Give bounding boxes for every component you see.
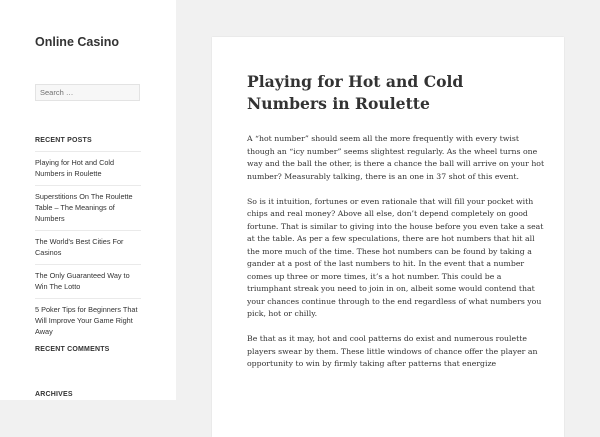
post-paragraph: So is it intuition, fortunes or even rationale that will fill your pocket with chips and real money? Above all else, don’t depend completely on good fortune. That is similar to giving into the house before you even take a seat at the table. As per a few speculations, there are hot numbers that hit all the more much of the time. These hot numbers can be found by taking a gander at a post of the last numbers to hit. In the event that a number comes up three or more times, it’s a hot number. This could be a triumphant streak you need to join in on, albeit some would contend that your chances continue through to the end regardless of what numbers you pick, hot or chilly. <box>247 196 544 318</box>
recent-post-item <box>35 264 141 298</box>
search-input[interactable] <box>35 84 140 101</box>
recent-post-link[interactable]: The World's Best Cities For Casinos <box>35 237 124 257</box>
recent-post-item <box>35 185 141 230</box>
recent-post-item <box>35 298 141 343</box>
post-title[interactable]: Playing for Hot and Cold Numbers in Roulette <box>247 72 464 113</box>
archives-heading: ARCHIVES <box>35 391 73 398</box>
sidebar <box>0 0 176 400</box>
recent-posts-list <box>35 151 141 343</box>
recent-posts-heading: RECENT POSTS <box>35 137 92 144</box>
site-title[interactable]: Online Casino <box>35 35 120 49</box>
recent-post-link[interactable]: The Only Guaranteed Way to Win The Lotto <box>35 271 130 291</box>
recent-post-item <box>35 151 141 185</box>
recent-post-item <box>35 230 141 264</box>
post-paragraph: Be that as it may, hot and cool patterns do exist and numerous roulette players swear by them. These little windows of chance offer the player an opportunity to win by firmly taking after patterns that energize <box>247 334 538 368</box>
post-paragraph: A “hot number” should seem all the more frequently with every twist though an “icy number” seems slightest regularly. As the wheel turns one way and the ball the other, is there a chance the ball will arrive on your hot number? Measurably talking, there is an one in 37 shot of this event. <box>247 134 545 181</box>
recent-comments-heading: RECENT COMMENTS <box>35 346 110 353</box>
recent-post-link[interactable]: Playing for Hot and Cold Numbers in Roulette <box>35 158 115 178</box>
post-content <box>247 133 547 383</box>
recent-post-link[interactable]: 5 Poker Tips for Beginners That Will Improve Your Game Right Away <box>35 305 138 336</box>
post-card <box>212 37 564 437</box>
recent-post-link[interactable]: Superstitions On The Roulette Table – The Meanings of Numbers <box>35 192 133 223</box>
